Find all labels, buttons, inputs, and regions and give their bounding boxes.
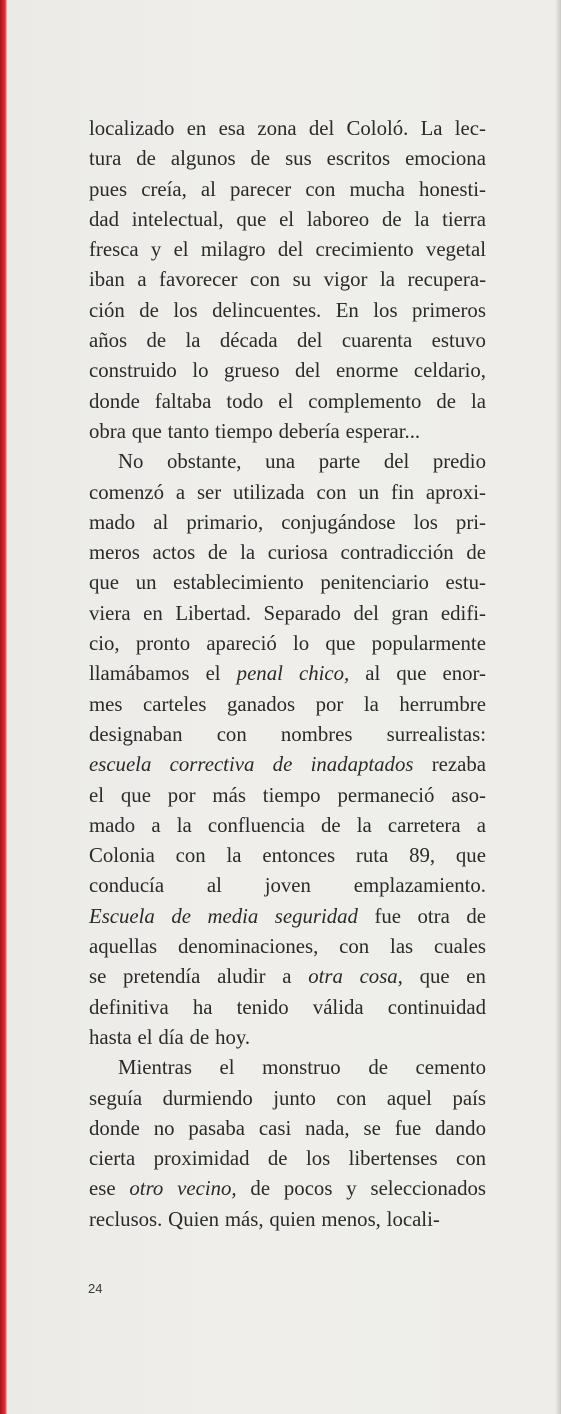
word: delincuentes. xyxy=(212,298,322,322)
word: la xyxy=(240,541,256,565)
text-line xyxy=(89,1023,486,1053)
word: hasta xyxy=(89,1025,132,1049)
text-line xyxy=(89,508,486,538)
word: tenido xyxy=(236,995,289,1019)
text-line xyxy=(89,993,486,1023)
word: al xyxy=(200,177,216,201)
word: media xyxy=(207,904,259,928)
word: por xyxy=(315,692,344,716)
paragraph xyxy=(89,114,486,447)
word: de xyxy=(207,541,228,565)
word: vigor xyxy=(323,268,368,292)
word: laboreo xyxy=(306,207,370,231)
word: cosa, xyxy=(359,965,403,989)
text-line xyxy=(89,1144,486,1174)
word: celdario, xyxy=(413,359,486,383)
word: algunos xyxy=(170,147,236,171)
word: escritos xyxy=(326,147,391,171)
word: y xyxy=(150,238,162,262)
word: pri- xyxy=(455,510,486,534)
word: una xyxy=(265,450,296,474)
word: aquellas xyxy=(89,935,158,959)
word: fue xyxy=(394,1116,422,1140)
word: más xyxy=(212,783,246,807)
word: el xyxy=(173,238,189,262)
word: recupera- xyxy=(407,268,486,292)
word: de xyxy=(250,147,271,171)
word: milagro xyxy=(200,238,266,262)
word: construido xyxy=(89,359,177,383)
paragraph xyxy=(89,1053,486,1235)
word: vegetal xyxy=(425,238,486,262)
word: a xyxy=(282,965,292,989)
word: ruta xyxy=(355,844,389,868)
word: iban xyxy=(89,268,125,292)
word: en xyxy=(466,965,486,989)
word: No xyxy=(118,450,144,474)
word: la xyxy=(356,813,372,837)
word: más, xyxy=(224,1207,264,1231)
text-line xyxy=(89,811,486,841)
word: Colonia xyxy=(89,844,155,868)
word: que xyxy=(455,844,486,868)
word: enor- xyxy=(442,662,486,686)
text-line xyxy=(89,326,486,356)
word: aludir xyxy=(217,965,266,989)
word: pues xyxy=(89,177,128,201)
text-line xyxy=(89,1174,486,1204)
text-line xyxy=(89,478,486,508)
text-line xyxy=(89,720,486,750)
word: país xyxy=(452,1086,486,1110)
word: de xyxy=(250,1177,271,1201)
word: emociona xyxy=(405,147,486,171)
word: gran xyxy=(391,601,429,625)
word: su xyxy=(292,268,312,292)
word: La xyxy=(420,117,443,140)
word: de xyxy=(171,904,191,928)
word: la xyxy=(185,329,201,353)
page-number: 24 xyxy=(88,1281,103,1296)
word: los xyxy=(305,1147,331,1171)
word: de xyxy=(466,541,486,565)
word: día xyxy=(158,1025,184,1049)
word: designaban xyxy=(89,722,183,746)
word: la xyxy=(176,813,192,837)
word: las xyxy=(390,935,414,959)
word: y xyxy=(346,1177,357,1201)
word: de xyxy=(267,1147,288,1171)
word: el xyxy=(279,207,295,231)
text-line xyxy=(89,871,486,901)
word: cuarenta xyxy=(341,329,413,353)
word: del xyxy=(277,238,304,262)
body-text xyxy=(89,114,486,1235)
word: otra xyxy=(308,965,343,989)
word: que xyxy=(120,783,151,807)
word: locali- xyxy=(386,1207,440,1231)
word: que xyxy=(419,965,450,989)
word: otra xyxy=(417,904,450,928)
word: Quien xyxy=(168,1207,219,1231)
red-binding-edge xyxy=(0,0,7,1414)
word: crecimiento xyxy=(315,238,414,262)
word: comenzó xyxy=(89,480,165,504)
word: el xyxy=(137,1025,153,1049)
word: Cololó. xyxy=(346,117,409,140)
page-edge-shadow xyxy=(555,0,561,1414)
word: con xyxy=(316,480,347,504)
word: mes xyxy=(89,692,123,716)
text-line xyxy=(89,114,486,144)
text-line xyxy=(89,750,486,780)
word: lo xyxy=(292,632,310,656)
word: en xyxy=(186,117,207,140)
text-line xyxy=(89,1205,486,1235)
word: el xyxy=(278,389,294,413)
word: con xyxy=(250,268,281,292)
word: carretera xyxy=(387,813,461,837)
text-line xyxy=(89,387,486,417)
word: fin xyxy=(390,480,415,504)
word: del xyxy=(295,359,321,383)
word: mado xyxy=(89,510,136,534)
word: En xyxy=(335,298,359,322)
word: válida xyxy=(312,995,364,1019)
word: zona xyxy=(257,117,297,140)
word: de xyxy=(320,813,341,837)
word: años xyxy=(89,329,128,353)
word: estuvo xyxy=(431,329,486,353)
word: cio, xyxy=(89,632,120,656)
word: permaneció xyxy=(337,783,435,807)
word: Mientras xyxy=(118,1056,192,1080)
word: ción xyxy=(89,298,125,322)
word: nombres xyxy=(280,722,353,746)
word: con xyxy=(339,935,370,959)
text-line xyxy=(89,659,486,689)
word: vecino, xyxy=(177,1177,237,1201)
word: al xyxy=(365,662,381,686)
word: con xyxy=(336,1086,367,1110)
word: de xyxy=(436,389,457,413)
word: que xyxy=(131,419,162,443)
word: la xyxy=(363,692,379,716)
text-line xyxy=(89,629,486,659)
text-line xyxy=(89,144,486,174)
word: con xyxy=(305,177,336,201)
word: surrealistas: xyxy=(386,722,486,746)
word: que xyxy=(396,662,427,686)
word: tierra xyxy=(442,207,486,231)
word: de xyxy=(466,904,486,928)
word: entonces xyxy=(262,844,336,868)
text-line xyxy=(89,356,486,386)
word: Escuela xyxy=(89,904,155,928)
word: fue xyxy=(374,904,402,928)
word: establecimiento xyxy=(173,571,304,595)
text-line xyxy=(89,568,486,598)
word: edifi- xyxy=(440,601,486,625)
word: popularmente xyxy=(371,632,486,656)
word: correctiva xyxy=(169,753,255,777)
word: un xyxy=(135,571,157,595)
word: libertenses xyxy=(348,1147,438,1171)
word: ese xyxy=(89,1177,116,1201)
word: donde xyxy=(89,389,140,413)
word: escuela xyxy=(89,753,152,777)
word: la xyxy=(226,844,242,868)
word: menos, xyxy=(321,1207,381,1231)
word: pasaba xyxy=(188,1116,245,1140)
word: aproxi- xyxy=(425,480,486,504)
word: a xyxy=(151,813,161,837)
word: monstruo xyxy=(262,1056,341,1080)
word: continuidad xyxy=(387,995,486,1019)
word: contradicción xyxy=(340,541,454,565)
word: del xyxy=(353,601,379,625)
word: tanto xyxy=(167,419,210,443)
word: los xyxy=(173,298,198,322)
text-line xyxy=(89,690,486,720)
word: del xyxy=(383,450,410,474)
word: un xyxy=(358,480,380,504)
word: con xyxy=(216,722,247,746)
word: tiempo xyxy=(215,419,273,443)
word: se xyxy=(89,965,107,989)
text-line xyxy=(89,1114,486,1144)
word: inadaptados xyxy=(310,753,414,777)
word: lec- xyxy=(454,117,486,140)
word: del xyxy=(297,329,323,353)
word: intelectual, xyxy=(131,207,224,231)
word: penal xyxy=(236,662,283,686)
text-line xyxy=(89,1053,486,1083)
word: herrumbre xyxy=(399,692,486,716)
word: actos xyxy=(152,541,196,565)
paragraph xyxy=(89,447,486,1053)
word: a xyxy=(476,813,486,837)
word: el xyxy=(205,662,221,686)
word: denominaciones, xyxy=(177,935,319,959)
word: localizado xyxy=(89,117,175,140)
word: seguía xyxy=(89,1086,143,1110)
word: meros xyxy=(89,541,140,565)
word: carteles xyxy=(143,692,207,716)
word: no xyxy=(153,1116,175,1140)
word: parecer xyxy=(230,177,292,201)
word: creía, xyxy=(141,177,187,201)
word: de xyxy=(146,329,167,353)
word: definitiva xyxy=(89,995,169,1019)
text-line xyxy=(89,538,486,568)
word: grueso xyxy=(224,359,280,383)
word: con xyxy=(175,844,206,868)
text-line xyxy=(89,781,486,811)
word: utilizada xyxy=(233,480,305,504)
word: emplazamiento. xyxy=(353,874,486,898)
word: primario, xyxy=(186,510,264,534)
word: esperar... xyxy=(345,419,421,443)
word: primeros xyxy=(412,298,486,322)
word: quien xyxy=(269,1207,316,1231)
word: viera xyxy=(89,601,131,625)
word: curiosa xyxy=(267,541,328,565)
word: a xyxy=(137,268,147,292)
word: que xyxy=(325,632,356,656)
word: de xyxy=(381,207,402,231)
word: ser xyxy=(196,480,222,504)
word: de xyxy=(272,753,293,777)
word: por xyxy=(167,783,196,807)
word: cuales xyxy=(434,935,486,959)
word: los xyxy=(413,510,438,534)
word: la xyxy=(470,389,486,413)
word: estu- xyxy=(445,571,486,595)
word: pocos xyxy=(283,1177,333,1201)
word: tura xyxy=(89,147,122,171)
word: dad xyxy=(89,207,120,231)
word: al xyxy=(206,874,222,898)
word: favorecer xyxy=(159,268,238,292)
text-line xyxy=(89,932,486,962)
word: chico, xyxy=(298,662,350,686)
word: conducía xyxy=(89,874,165,898)
word: Separado xyxy=(263,601,341,625)
word: rezaba xyxy=(431,753,486,777)
word: aquel xyxy=(386,1086,432,1110)
word: obstante, xyxy=(167,450,242,474)
word: en xyxy=(143,601,163,625)
text-line xyxy=(89,599,486,629)
word: de xyxy=(136,147,156,171)
word: década xyxy=(219,329,278,353)
word: joven xyxy=(264,874,311,898)
text-line xyxy=(89,235,486,265)
word: que xyxy=(89,571,120,595)
word: ganados xyxy=(226,692,296,716)
word: esa xyxy=(218,117,246,140)
word: al xyxy=(153,510,169,534)
text-line xyxy=(89,447,486,477)
word: otro xyxy=(129,1177,164,1201)
word: enorme xyxy=(335,359,399,383)
word: llamábamos xyxy=(89,662,190,686)
word: proximidad xyxy=(153,1147,250,1171)
word: seleccionados xyxy=(370,1177,486,1201)
word: 89, xyxy=(409,844,436,868)
word: la xyxy=(379,268,395,292)
word: mado xyxy=(89,813,136,837)
word: penitenciario xyxy=(320,571,429,595)
text-line xyxy=(89,962,486,992)
text-line xyxy=(89,417,486,447)
word: obra xyxy=(89,419,126,443)
word: donde xyxy=(89,1116,140,1140)
word: que xyxy=(236,207,267,231)
word: a xyxy=(175,480,186,504)
word: lo xyxy=(192,359,209,383)
word: pronto xyxy=(135,632,191,656)
word: dando xyxy=(435,1116,486,1140)
word: pretendía xyxy=(123,965,201,989)
word: de xyxy=(189,1025,210,1049)
text-line xyxy=(89,1084,486,1114)
word: confluencia xyxy=(207,813,305,837)
word: los xyxy=(373,298,398,322)
word: durmiendo xyxy=(162,1086,253,1110)
word: complemento xyxy=(308,389,422,413)
word: casi xyxy=(258,1116,292,1140)
word: se xyxy=(363,1116,381,1140)
word: seguridad xyxy=(274,904,358,928)
word: el xyxy=(219,1056,235,1080)
word: de xyxy=(368,1056,388,1080)
text-line xyxy=(89,902,486,932)
word: mucha xyxy=(349,177,405,201)
word: faltaba xyxy=(154,389,212,413)
text-line xyxy=(89,841,486,871)
word: debería xyxy=(278,419,340,443)
word: de xyxy=(139,298,159,322)
word: Libertad. xyxy=(175,601,251,625)
word: tiempo xyxy=(262,783,321,807)
word: predio xyxy=(432,450,486,474)
word: ha xyxy=(192,995,213,1019)
text-line xyxy=(89,296,486,326)
text-line xyxy=(89,175,486,205)
word: hoy. xyxy=(215,1025,251,1049)
text-line xyxy=(89,205,486,235)
word: apareció xyxy=(206,632,277,656)
text-line xyxy=(89,265,486,295)
word: nada, xyxy=(305,1116,350,1140)
word: cemento xyxy=(415,1056,486,1080)
word: fresca xyxy=(89,238,139,262)
word: todo xyxy=(226,389,264,413)
word: parte xyxy=(318,450,361,474)
word: del xyxy=(308,117,335,140)
word: la xyxy=(414,207,430,231)
word: honesti- xyxy=(418,177,486,201)
word: cierta xyxy=(89,1147,136,1171)
word: sus xyxy=(285,147,312,171)
word: conjugándose xyxy=(281,510,396,534)
word: junto xyxy=(273,1086,316,1110)
word: aso- xyxy=(451,783,486,807)
word: con xyxy=(455,1147,486,1171)
word: el xyxy=(89,783,105,807)
word: reclusos. xyxy=(89,1207,163,1231)
